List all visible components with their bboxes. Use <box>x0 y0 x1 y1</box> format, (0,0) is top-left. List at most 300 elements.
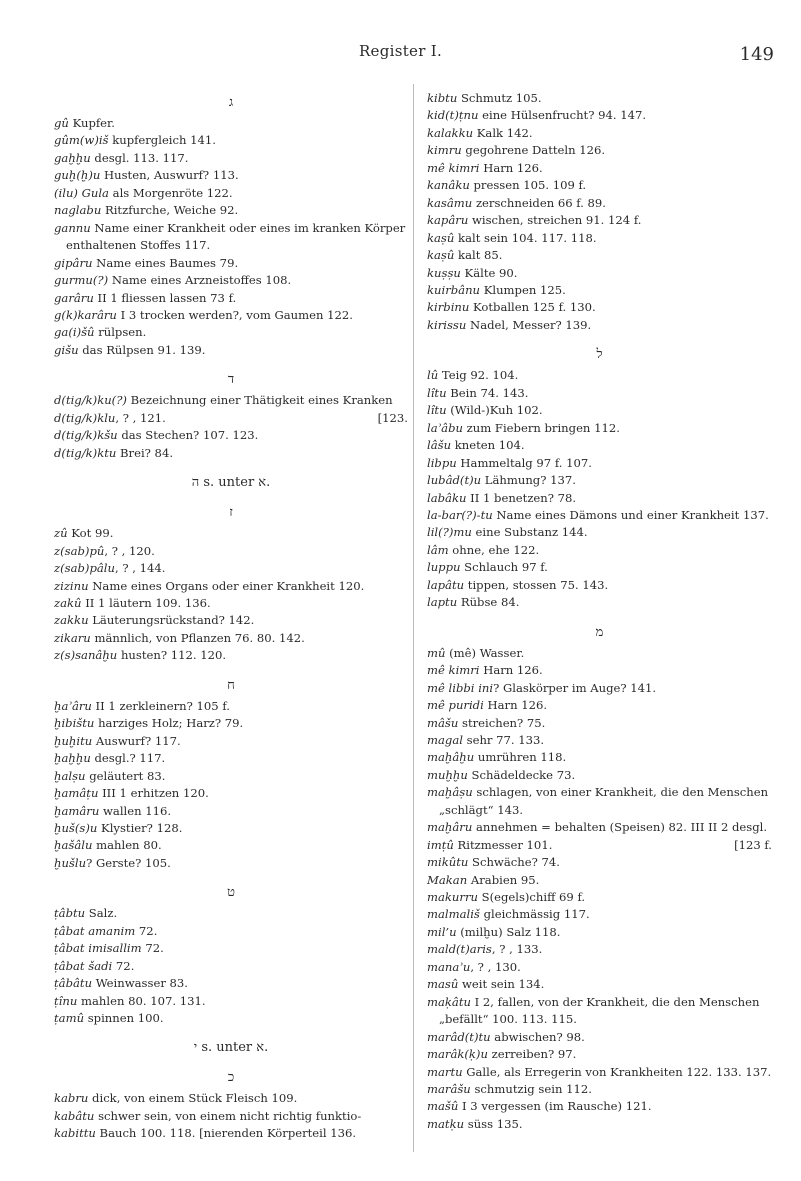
entry-gloss: schlagen, von einer Krankheit, die den Menschen „schlägt“ 143. <box>439 785 769 817</box>
index-entry <box>54 647 408 664</box>
index-entry <box>427 177 772 194</box>
entry-gloss: Kupfer. <box>68 116 115 130</box>
index-entry <box>427 524 772 541</box>
section-heading-kaf: כ <box>227 1070 235 1086</box>
entry-gloss: Teig 92. 104. <box>438 368 519 383</box>
section-heading-gimel: ג <box>228 95 234 110</box>
entry-gloss: Bein 74. 143. <box>446 385 529 400</box>
index-entry <box>427 680 772 697</box>
index-entry <box>54 272 408 289</box>
entry-lemma: maḫâṣu <box>427 785 473 800</box>
index-entry <box>427 959 772 976</box>
index-entry <box>427 107 772 124</box>
entry-lemma: g(k)karâru <box>54 307 117 322</box>
entry-gloss: Schwäche? 74. <box>468 855 560 870</box>
entry-gloss: Klystier? 128. <box>97 820 183 835</box>
entry-gloss: , ? , 120. <box>104 543 155 558</box>
entry-lemma: kanâku <box>427 178 470 193</box>
entry-gloss: Schädeldecke 73. <box>467 767 576 782</box>
index-entry <box>54 324 408 341</box>
entry-lemma: kapâru <box>427 213 469 228</box>
section-tet <box>54 905 408 1027</box>
index-entry <box>54 630 408 647</box>
entry-gloss: streichen? 75. <box>458 715 546 730</box>
entry-lemma: marâšu <box>427 1082 471 1097</box>
entry-lemma: kibtu <box>427 91 458 105</box>
index-entry <box>427 715 772 732</box>
entry-gloss: I 3 vergessen (im Rausche) 121. <box>458 1099 652 1114</box>
index-entry <box>427 299 772 316</box>
entry-gloss: (milḫu) Salz 118. <box>456 924 561 939</box>
entry-lemma: ṭâbtu <box>54 906 86 921</box>
index-entry <box>427 577 772 594</box>
entry-lemma: mikûtu <box>427 855 469 870</box>
entry-lemma: zakku <box>54 613 89 628</box>
entry-lemma: zikaru <box>54 630 91 645</box>
entry-gloss: wallen 116. <box>99 803 172 818</box>
entry-gloss: schmutzig sein 112. <box>470 1082 592 1097</box>
index-entry <box>54 185 408 202</box>
index-entry <box>427 507 772 524</box>
entry-lemma: ṭamû <box>54 1011 85 1026</box>
entry-lemma: ḫamâru <box>54 803 100 818</box>
entry-lemma: laptu <box>427 595 458 610</box>
entry-lemma: kirissu <box>427 317 467 332</box>
entry-lemma: makurru <box>427 890 478 905</box>
entry-gloss: I 3 trocken werden?, vom Gaumen 122. <box>116 307 353 322</box>
entry-lemma: gû <box>54 116 69 130</box>
entry-lemma: gurmu(?) <box>54 273 109 288</box>
entry-gloss: eine Hülsenfrucht? 94. 147. <box>478 108 647 123</box>
entry-gloss: II 1 läutern 109. 136. <box>81 595 211 610</box>
entry-lemma: maḳâtu <box>427 994 471 1009</box>
entry-lemma: ṭâbat amanim <box>54 923 136 938</box>
entry-lemma: magal <box>427 732 463 747</box>
entry-gloss: Harn 126. <box>483 698 548 713</box>
entry-lemma: kuirbânu <box>427 282 481 297</box>
index-entry <box>427 420 772 437</box>
index-entry <box>427 872 772 889</box>
entry-gloss: husten? 112. 120. <box>117 648 227 663</box>
index-entry <box>54 342 408 359</box>
entry-lemma: lîtu <box>427 385 447 400</box>
section-kaf-cont <box>427 90 772 334</box>
index-entry <box>427 385 772 402</box>
index-entry <box>54 525 408 542</box>
index-entry <box>427 230 772 247</box>
entry-gloss: süss 135. <box>464 1116 523 1131</box>
entry-gloss: pressen 105. 109 f. <box>469 178 587 193</box>
entry-gloss: dick, von einem Stück Fleisch 109. <box>88 1091 298 1106</box>
index-entry <box>54 715 408 732</box>
entry-gloss: 72. <box>135 923 158 938</box>
entry-lemma: martu <box>427 1064 463 1079</box>
entry-lemma: z(sab)pâlu <box>54 561 115 576</box>
entry-lemma: z(sab)pû <box>54 543 105 558</box>
index-entry <box>54 1125 408 1142</box>
index-entry <box>427 645 772 662</box>
entry-gloss: mahlen 80. 107. 131. <box>77 993 206 1008</box>
entry-lemma: mašû <box>427 1099 459 1114</box>
entry-lemma: gišu <box>54 342 79 357</box>
index-entry <box>54 750 408 767</box>
entry-gloss: ohne, ehe 122. <box>448 542 540 557</box>
index-entry <box>427 1098 772 1115</box>
entry-lemma: ḫaḫḫu <box>54 751 91 766</box>
entry-lemma: kuṣṣu <box>427 265 461 280</box>
entry-gloss: tippen, stossen 75. 143. <box>464 577 609 592</box>
index-entry <box>54 255 408 272</box>
entry-lemma: mê kimri <box>427 160 480 175</box>
entry-lemma: kasâmu <box>427 195 473 210</box>
entry-gloss: zerschneiden 66 f. 89. <box>472 195 606 210</box>
entry-lemma: kirbinu <box>427 300 470 315</box>
index-entry <box>54 427 408 444</box>
index-entry <box>54 167 408 184</box>
section-lamed <box>427 367 772 611</box>
page-number: 149 <box>739 44 774 65</box>
page-header <box>0 36 801 76</box>
index-entry <box>54 855 408 872</box>
entry-gloss: , ? , 133. <box>491 942 543 957</box>
entry-gloss: Kot 99. <box>67 526 114 541</box>
entry-gloss: , ? , 130. <box>470 959 521 974</box>
entry-gloss: Harn 126. <box>479 663 543 678</box>
entry-lemma: la-bar(?)-tu <box>427 507 493 522</box>
index-entry <box>427 1116 772 1133</box>
entry-lemma: maḫâru <box>427 820 473 835</box>
entry-gloss: , ? , 121. <box>115 410 166 425</box>
index-entry <box>427 125 772 142</box>
index-entry <box>54 132 408 149</box>
index-entry <box>427 854 772 871</box>
index-entry <box>54 445 408 462</box>
entry-gloss: Läuterungsrückstand? 142. <box>88 613 255 628</box>
entry-lemma: ṭâbat imisallim <box>54 941 142 956</box>
entry-gloss: , ? , 144. <box>114 561 166 576</box>
entry-gloss: als Morgenröte 122. <box>108 185 233 200</box>
entry-lemma: labâku <box>427 490 467 505</box>
entry-gloss: (Wild-)Kuh 102. <box>446 403 543 418</box>
index-entry <box>54 940 408 957</box>
entry-gloss: zerreiben? 97. <box>487 1047 577 1062</box>
entry-lemma: d(tig/k)klu <box>54 410 116 425</box>
index-entry <box>427 367 772 384</box>
index-entry <box>427 784 772 819</box>
entry-gloss: Name einer Krankheit oder eines im kranken Körper enthaltenen Stoffes 117. <box>66 220 406 253</box>
entry-gloss: Ritzmesser 101. <box>453 837 553 852</box>
index-entry <box>427 142 772 159</box>
index-entry <box>427 402 772 419</box>
entry-lemma: (ilu) Gula <box>54 185 109 200</box>
entry-lemma: libpu <box>427 455 457 470</box>
entry-lemma: lâm <box>427 542 449 557</box>
entry-gloss: Nadel, Messer? 139. <box>466 317 592 332</box>
entry-gloss: abwischen? 98. <box>490 1029 585 1044</box>
index-entry <box>54 1090 408 1107</box>
entry-lemma: ḫašâlu <box>54 838 93 853</box>
entry-lemma: kabâtu <box>54 1108 95 1123</box>
index-entry <box>427 455 772 472</box>
entry-gloss: Ritzfurche, Weiche 92. <box>101 203 239 218</box>
index-entry <box>427 749 772 766</box>
entry-gloss: S(egels)chiff 69 f. <box>477 890 586 905</box>
entry-lemma: ṭînu <box>54 993 78 1008</box>
section-kaf <box>54 1090 408 1142</box>
index-entry <box>54 307 408 324</box>
index-entry <box>54 290 408 307</box>
entry-lemma: mû <box>427 645 446 660</box>
index-entry <box>54 115 408 132</box>
entry-gloss: kneten 104. <box>451 438 525 453</box>
section-mem <box>427 645 772 1134</box>
entry-gloss: umrühren 118. <box>474 750 567 765</box>
entry-gloss: Lähmung? 137. <box>481 473 576 488</box>
entry-gloss: desgl. 113. 117. <box>90 150 189 165</box>
index-entry <box>427 472 772 489</box>
entry-lemma: mê libbi ini <box>427 680 494 695</box>
index-entry <box>427 1029 772 1046</box>
index-entry <box>427 490 772 507</box>
entry-gloss: ? Gerste? 105. <box>86 855 171 870</box>
entry-gloss: zum Fiebern bringen 112. <box>462 420 620 435</box>
index-entry <box>427 195 772 212</box>
entry-lemma: ṭâbat šadi <box>54 958 113 973</box>
section-het <box>54 698 408 873</box>
index-entry <box>427 994 772 1029</box>
section-heading-mem: מ <box>595 624 604 640</box>
entry-gloss: Name eines Baumes 79. <box>92 255 239 270</box>
entry-gloss: Bezeichnung einer Thätigkeit eines Kranken <box>126 393 393 408</box>
entry-lemma: malmališ <box>427 907 480 922</box>
index-entry <box>54 410 408 427</box>
entry-lemma: kabittu <box>54 1126 96 1141</box>
entry-gloss: rülpsen. <box>94 325 147 340</box>
column-divider <box>413 84 414 1152</box>
entry-gloss: sehr 77. 133. <box>462 732 545 747</box>
index-entry <box>427 247 772 264</box>
section-heading-tet: ט <box>227 885 235 901</box>
entry-gloss: II 1 fliessen lassen 73 f. <box>93 290 237 305</box>
entry-gloss: annehmen = behalten (Speisen) 82. III II 2 desgl. <box>472 820 768 835</box>
index-entry <box>427 662 772 679</box>
entry-gloss: Auswurf? 117. <box>92 733 181 748</box>
entry-gloss: Name eines Dämons und einer Krankheit 137. <box>492 507 769 522</box>
entry-lemma: zakû <box>54 595 82 610</box>
entry-lemma: naglabu <box>54 203 102 218</box>
index-entry <box>54 698 408 715</box>
entry-lemma: ḫalṣu <box>54 768 86 783</box>
index-entry <box>54 392 408 409</box>
entry-lemma: ḫamâṭu <box>54 786 99 801</box>
section-heading-he: ה s. unter א. <box>191 475 271 491</box>
entry-gloss: Husten, Auswurf? 113. <box>100 168 239 183</box>
section-heading-yod: י s. unter א. <box>193 1040 269 1056</box>
entry-continuation-ref: [123. <box>377 410 408 425</box>
index-entry <box>54 923 408 940</box>
index-entry <box>54 1108 408 1125</box>
entry-lemma: lapâtu <box>427 577 465 592</box>
entry-lemma: lubâd(t)u <box>427 473 482 488</box>
entry-lemma: garâru <box>54 290 94 305</box>
index-entry <box>427 1064 772 1081</box>
section-gimel <box>54 115 408 359</box>
index-entry <box>54 803 408 820</box>
index-entry <box>427 941 772 958</box>
entry-lemma: lâšu <box>427 438 452 453</box>
entry-gloss: Brei? 84. <box>116 445 173 460</box>
index-entry <box>427 317 772 334</box>
entry-gloss: Salz. <box>85 906 118 921</box>
entry-lemma: imṭû <box>427 837 454 852</box>
index-entry <box>54 202 408 219</box>
entry-gloss: Name eines Arzneistoffes 108. <box>108 273 292 288</box>
entry-lemma: mâšu <box>427 715 459 730</box>
entry-gloss: desgl.? 117. <box>90 751 166 766</box>
entry-lemma: lîtu <box>427 403 447 418</box>
entry-lemma: laʾâbu <box>427 420 463 435</box>
entry-gloss: II 1 benetzen? 78. <box>466 490 577 505</box>
entry-gloss: Schmutz 105. <box>457 91 542 105</box>
section-heading-zayin: ז <box>229 505 233 521</box>
entry-gloss: Rübse 84. <box>457 595 520 610</box>
entry-gloss: 72. <box>112 958 135 973</box>
entry-gloss: wischen, streichen 91. 124 f. <box>468 213 642 228</box>
index-entry <box>427 767 772 784</box>
entry-gloss: weit sein 134. <box>458 977 545 992</box>
entry-lemma: marâd(t)tu <box>427 1029 491 1044</box>
entry-gloss: Klumpen 125. <box>480 282 566 297</box>
index-entry <box>54 733 408 750</box>
index-entry <box>427 697 772 714</box>
entry-gloss: gegohrene Datteln 126. <box>461 143 606 158</box>
entry-lemma: masû <box>427 977 459 992</box>
entry-continuation-ref: [123 f. <box>734 837 772 852</box>
index-entry <box>427 1081 772 1098</box>
index-entry <box>54 1010 408 1027</box>
entry-lemma: ga(i)šû <box>54 325 95 340</box>
entry-lemma: gannu <box>54 220 91 235</box>
entry-lemma: mê kimri <box>427 663 480 678</box>
entry-lemma: z(s)sanâḫu <box>54 648 118 663</box>
section-heading-het: ח <box>227 677 235 693</box>
entry-gloss: Hammeltalg 97 f. 107. <box>456 455 592 470</box>
entry-gloss: Arabien 95. <box>467 872 540 887</box>
right-column <box>427 90 772 1133</box>
entry-lemma: marâk(ḳ)u <box>427 1047 488 1062</box>
entry-lemma: muḫḫu <box>427 767 468 782</box>
index-entry <box>54 975 408 992</box>
entry-lemma: matḳu <box>427 1116 465 1131</box>
index-entry <box>54 837 408 854</box>
index-entry <box>54 785 408 802</box>
index-entry <box>427 906 772 923</box>
entry-lemma: gûm(w)iš <box>54 133 109 148</box>
entry-gloss: kupfergleich 141. <box>108 133 216 148</box>
entry-lemma: kabru <box>54 1091 89 1106</box>
entry-lemma: ḫuḫitu <box>54 733 93 748</box>
index-entry <box>427 976 772 993</box>
entry-gloss: gleichmässig 117. <box>479 907 590 922</box>
index-entry <box>54 578 408 595</box>
index-entry <box>427 819 772 836</box>
index-entry <box>427 889 772 906</box>
entry-gloss: kalt sein 104. 117. 118. <box>454 230 597 245</box>
running-title: Register I. <box>358 42 443 60</box>
entry-lemma: d(tig/k)ku(?) <box>54 393 127 408</box>
entry-gloss: Schlauch 97 f. <box>460 560 548 575</box>
entry-gloss: Kalk 142. <box>473 125 533 140</box>
entry-gloss: (mê) Wasser. <box>445 645 525 660</box>
entry-gloss: III 1 erhitzen 120. <box>98 786 209 801</box>
entry-lemma: Makan <box>427 872 468 887</box>
entry-lemma: zû <box>54 526 68 541</box>
entry-gloss: I 2, fallen, von der Krankheit, die den Menschen „befällt“ 100. 113. 115. <box>439 994 760 1027</box>
index-entry <box>54 768 408 785</box>
section-heading-dalet: ד <box>227 372 235 388</box>
index-entry <box>427 594 772 611</box>
section-zayin <box>54 525 408 665</box>
entry-gloss: das Stechen? 107. 123. <box>117 428 259 443</box>
entry-lemma: ḫibištu <box>54 716 95 731</box>
entry-gloss: 72. <box>141 941 164 956</box>
section-dalet <box>54 392 408 462</box>
entry-gloss: II 1 zerkleinern? 105 f. <box>91 698 230 713</box>
entry-lemma: ḫaʾâru <box>54 698 92 713</box>
entry-lemma: kaṣû <box>427 248 455 263</box>
index-entry <box>427 90 772 107</box>
index-entry <box>427 282 772 299</box>
entry-lemma: lil(?)mu <box>427 525 472 540</box>
index-entry <box>427 160 772 177</box>
entry-gloss: kalt 85. <box>454 248 503 263</box>
index-entry <box>427 212 772 229</box>
entry-lemma: kalakku <box>427 125 474 140</box>
index-entry <box>54 993 408 1010</box>
index-entry <box>54 595 408 612</box>
entry-gloss: schwer sein, von einem nicht richtig funktio- <box>94 1108 362 1123</box>
entry-gloss: Bauch 100. 118. [nierenden Körperteil 136. <box>95 1126 357 1141</box>
entry-gloss: Galle, als Erregerin von Krankheiten 122. 133. 137. <box>462 1064 772 1079</box>
entry-lemma: mald(t)aris <box>427 942 492 957</box>
section-heading-lamed: ל <box>596 347 603 363</box>
index-entry <box>427 542 772 559</box>
entry-gloss: Weinwasser 83. <box>92 976 188 991</box>
index-entry <box>54 220 408 255</box>
entry-lemma: luppu <box>427 560 461 575</box>
entry-gloss: Harn 126. <box>479 160 543 175</box>
entry-lemma: zizinu <box>54 578 89 593</box>
entry-lemma: ḫuš(s)u <box>54 820 98 835</box>
entry-gloss: harziges Holz; Harz? 79. <box>94 716 244 731</box>
entry-gloss: Kotballen 125 f. 130. <box>469 300 596 315</box>
entry-lemma: gipâru <box>54 255 93 270</box>
index-entry <box>54 150 408 167</box>
entry-gloss: Kälte 90. <box>460 265 518 280</box>
entry-gloss: ? Glaskörper im Auge? 141. <box>493 680 657 695</box>
index-entry <box>54 905 408 922</box>
index-entry <box>427 1046 772 1063</box>
index-entry <box>427 837 772 854</box>
entry-lemma: lû <box>427 368 439 383</box>
entry-gloss: Name eines Organs oder einer Krankheit 120. <box>88 578 365 593</box>
entry-lemma: d(tig/k)kšu <box>54 428 118 443</box>
entry-gloss: spinnen 100. <box>84 1011 164 1026</box>
entry-lemma: d(tig/k)ktu <box>54 445 117 460</box>
entry-lemma: mil’u <box>427 924 457 939</box>
entry-lemma: ṭâbâtu <box>54 976 93 991</box>
index-entry <box>427 559 772 576</box>
